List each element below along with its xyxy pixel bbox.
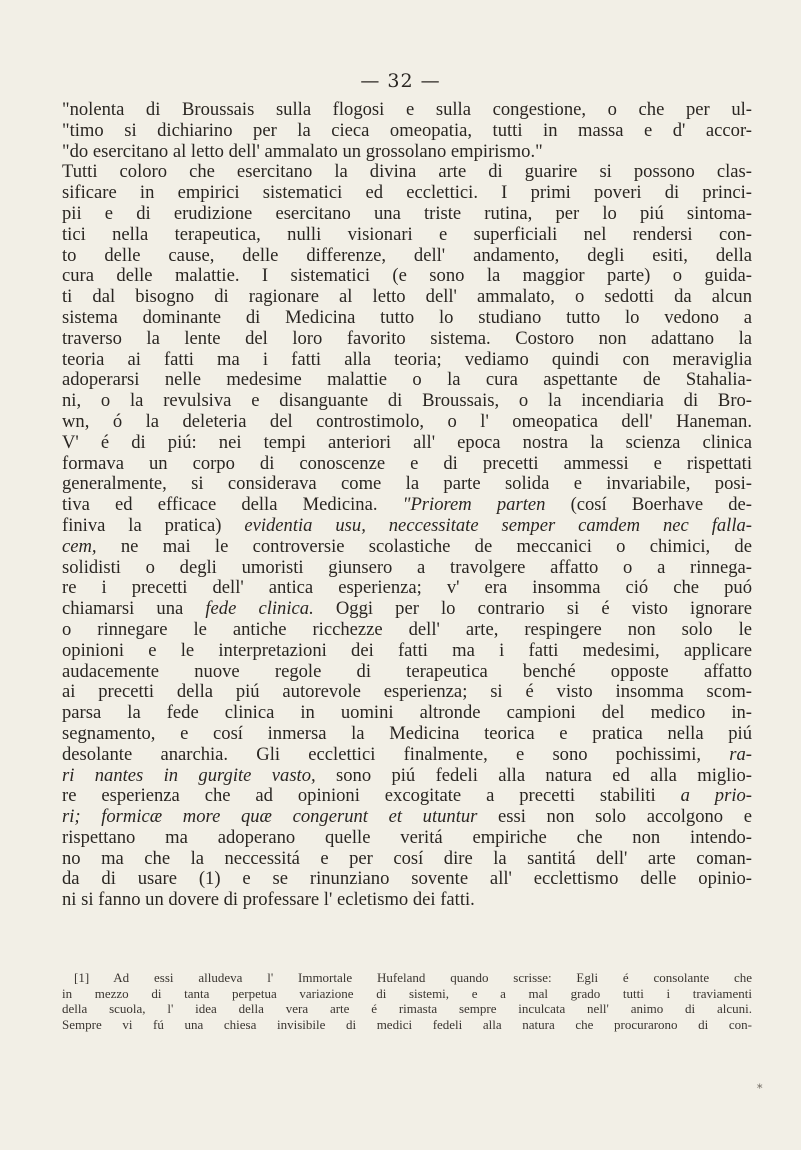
text-line <box>62 766 752 787</box>
text-line <box>62 849 752 870</box>
text-segment: teoria ai fatti ma i fatti alla teoria; vediamo quindi con meraviglia <box>62 349 752 370</box>
italic-text: a prio- <box>680 786 752 807</box>
text-line <box>62 599 752 620</box>
text-line <box>62 724 752 745</box>
text-line <box>62 308 752 329</box>
text-segment: "timo si dichiarino per la cieca omeopatia, tutti in massa e d' accor- <box>62 120 752 141</box>
text-segment: Oggi per lo contrario si é visto ignorare <box>313 599 752 620</box>
text-line <box>62 391 752 412</box>
text-line <box>62 287 752 308</box>
text-segment: V' é di piú: nei tempi anteriori all' epoca nostra la scienza clinica <box>62 432 752 453</box>
text-segment: "do esercitano al letto dell' ammalato un grossolano empirismo." <box>62 141 543 162</box>
text-segment: solidisti o degli umoristi giunsero a travolgere affatto o a rinnega- <box>62 557 752 578</box>
text-segment: generalmente, si considerava come la parte solida e invariabile, posi- <box>62 474 752 495</box>
text-line <box>62 703 752 724</box>
text-line <box>62 641 752 662</box>
text-segment: opinioni e le interpretazioni dei fatti ma i fatti medesimi, applicare <box>62 640 752 661</box>
text-line <box>62 474 752 495</box>
text-segment: chiamarsi una <box>62 599 206 620</box>
text-line <box>62 745 752 766</box>
text-line <box>62 786 752 807</box>
footnote-line: in mezzo di tanta perpetua variazione di sistemi, e a mal grado tutti i traviamenti <box>62 985 752 1001</box>
text-line <box>62 890 752 911</box>
text-segment: Tutti coloro che esercitano la divina arte di guarire si possono clas- <box>62 162 752 183</box>
text-segment: pii e di erudizione esercitano una triste rutina, per lo piú sintoma- <box>62 203 752 224</box>
text-segment: tiva ed efficace della Medicina. <box>62 495 403 516</box>
italic-text: cem, <box>62 536 97 557</box>
text-segment: formava un corpo di conoscenze e di precetti ammessi e rispettati <box>62 453 752 474</box>
text-segment: tici nella terapeutica, nulli visionari e superficiali nel rendersi con- <box>62 224 752 245</box>
footnote-line: Sempre vi fú una chiesa invisibile di medici fedeli alla natura che procurarono di con- <box>62 1016 752 1032</box>
text-line <box>62 100 752 121</box>
text-line <box>62 350 752 371</box>
italic-text: "Priorem parten <box>402 495 546 516</box>
stray-mark: * <box>757 1082 763 1095</box>
text-line <box>62 620 752 641</box>
text-line <box>62 828 752 849</box>
text-segment: (cosí Boerhave de- <box>545 495 752 516</box>
text-line <box>62 682 752 703</box>
text-line <box>62 662 752 683</box>
text-line <box>62 412 752 433</box>
text-segment: rispettano ma adoperano quelle veritá empiriche che non intendo- <box>62 827 752 848</box>
italic-text: evidentia usu, neccessitate semper camdem nec falla- <box>244 515 752 536</box>
italic-text: ra- <box>729 744 752 765</box>
text-line <box>62 329 752 350</box>
text-segment: cura delle malattie. I sistematici (e sono la maggior parte) o guida- <box>62 266 752 287</box>
text-segment: ti dal bisogno di ragionare al letto dell' ammalato, o sedotti da alcun <box>62 287 752 308</box>
text-line <box>62 246 752 267</box>
text-line <box>62 162 752 183</box>
text-segment: "nolenta di Broussais sulla flogosi e sulla congestione, o che per ul- <box>62 100 752 120</box>
text-segment: ni si fanno un dovere di professare l' ecletismo dei fatti. <box>62 890 475 911</box>
text-segment: re i precetti dell' antica esperienza; v' era insomma ció che puó <box>62 578 752 599</box>
text-segment: traverso la lente del loro favorito sistema. Costoro non adattano la <box>62 328 752 349</box>
text-segment: re esperienza che ad opinioni excogitate a precetti stabiliti <box>62 786 681 807</box>
italic-text: ri; formicæ more quæ congerunt et utuntur <box>62 807 478 828</box>
italic-text: ri nantes in gurgite vasto, <box>62 765 316 786</box>
text-segment: essi non solo accolgono e <box>477 807 752 828</box>
text-segment: desolante anarchia. Gli ecclettici finalmente, e sono pochissimi, <box>62 744 730 765</box>
text-segment: ne mai le controversie scolastiche de meccanici o chimici, de <box>96 536 752 557</box>
text-line <box>62 266 752 287</box>
text-line <box>62 869 752 890</box>
text-line <box>62 537 752 558</box>
text-line <box>62 183 752 204</box>
footnote <box>62 970 752 1032</box>
text-segment: da di usare (1) e se rinunziano sovente all' ecclettismo delle opinio- <box>62 869 752 890</box>
text-line <box>62 516 752 537</box>
footnote-line: della scuola, l' idea della vera arte é rimasta sempre inculcata nell' animo di alcuni. <box>62 1001 752 1017</box>
text-line <box>62 204 752 225</box>
text-segment: adoperarsi nelle medesime malattie o la cura aspettante de Stahalia- <box>62 370 752 391</box>
text-segment: sistema dominante di Medicina tutto lo studiano tutto lo vedono a <box>62 307 752 328</box>
text-line <box>62 495 752 516</box>
text-segment: finiva la pratica) <box>62 515 245 536</box>
text-line <box>62 225 752 246</box>
text-line <box>62 807 752 828</box>
page-number: — 32 — <box>360 70 441 92</box>
text-segment: sono piú fedeli alla natura ed alla miglio- <box>315 765 752 786</box>
text-segment: ai precetti della piú autorevole esperienza; si é visto insomma scom- <box>62 682 752 703</box>
text-line <box>62 121 752 142</box>
text-segment: parsa la fede clinica in uomini altronde campioni del medico in- <box>62 703 752 724</box>
main-text <box>62 100 752 911</box>
text-line <box>62 578 752 599</box>
text-segment: wn, ó la deleteria del controstimolo, o l' omeopatica dell' Haneman. <box>62 411 752 432</box>
text-line <box>62 370 752 391</box>
text-line <box>62 454 752 475</box>
text-segment: ni, o la revulsiva e disanguante di Broussais, o la incendiaria di Bro- <box>62 391 752 412</box>
text-line <box>62 433 752 454</box>
text-segment: to delle cause, delle differenze, dell' andamento, degli esiti, della <box>62 245 752 266</box>
text-segment: no ma che la neccessitá e per cosí dire la santitá dell' arte coman- <box>62 848 752 869</box>
text-segment: audacemente nuove regole di terapeutica benché opposte affatto <box>62 661 752 682</box>
italic-text: fede clinica. <box>205 599 314 620</box>
text-segment: segnamento, e cosí inmersa la Medicina teorica e pratica nella piú <box>62 723 752 744</box>
footnote-line: [1] Ad essi alludeva l' Immortale Hufeland quando scrisse: Egli é consolante che <box>74 970 752 985</box>
text-line <box>62 142 752 163</box>
text-segment: sificare in empirici sistematici ed ecclettici. I primi poveri di princi- <box>62 183 752 204</box>
text-segment: o rinnegare le antiche ricchezze dell' arte, respingere non solo le <box>62 619 752 640</box>
text-line <box>62 558 752 579</box>
